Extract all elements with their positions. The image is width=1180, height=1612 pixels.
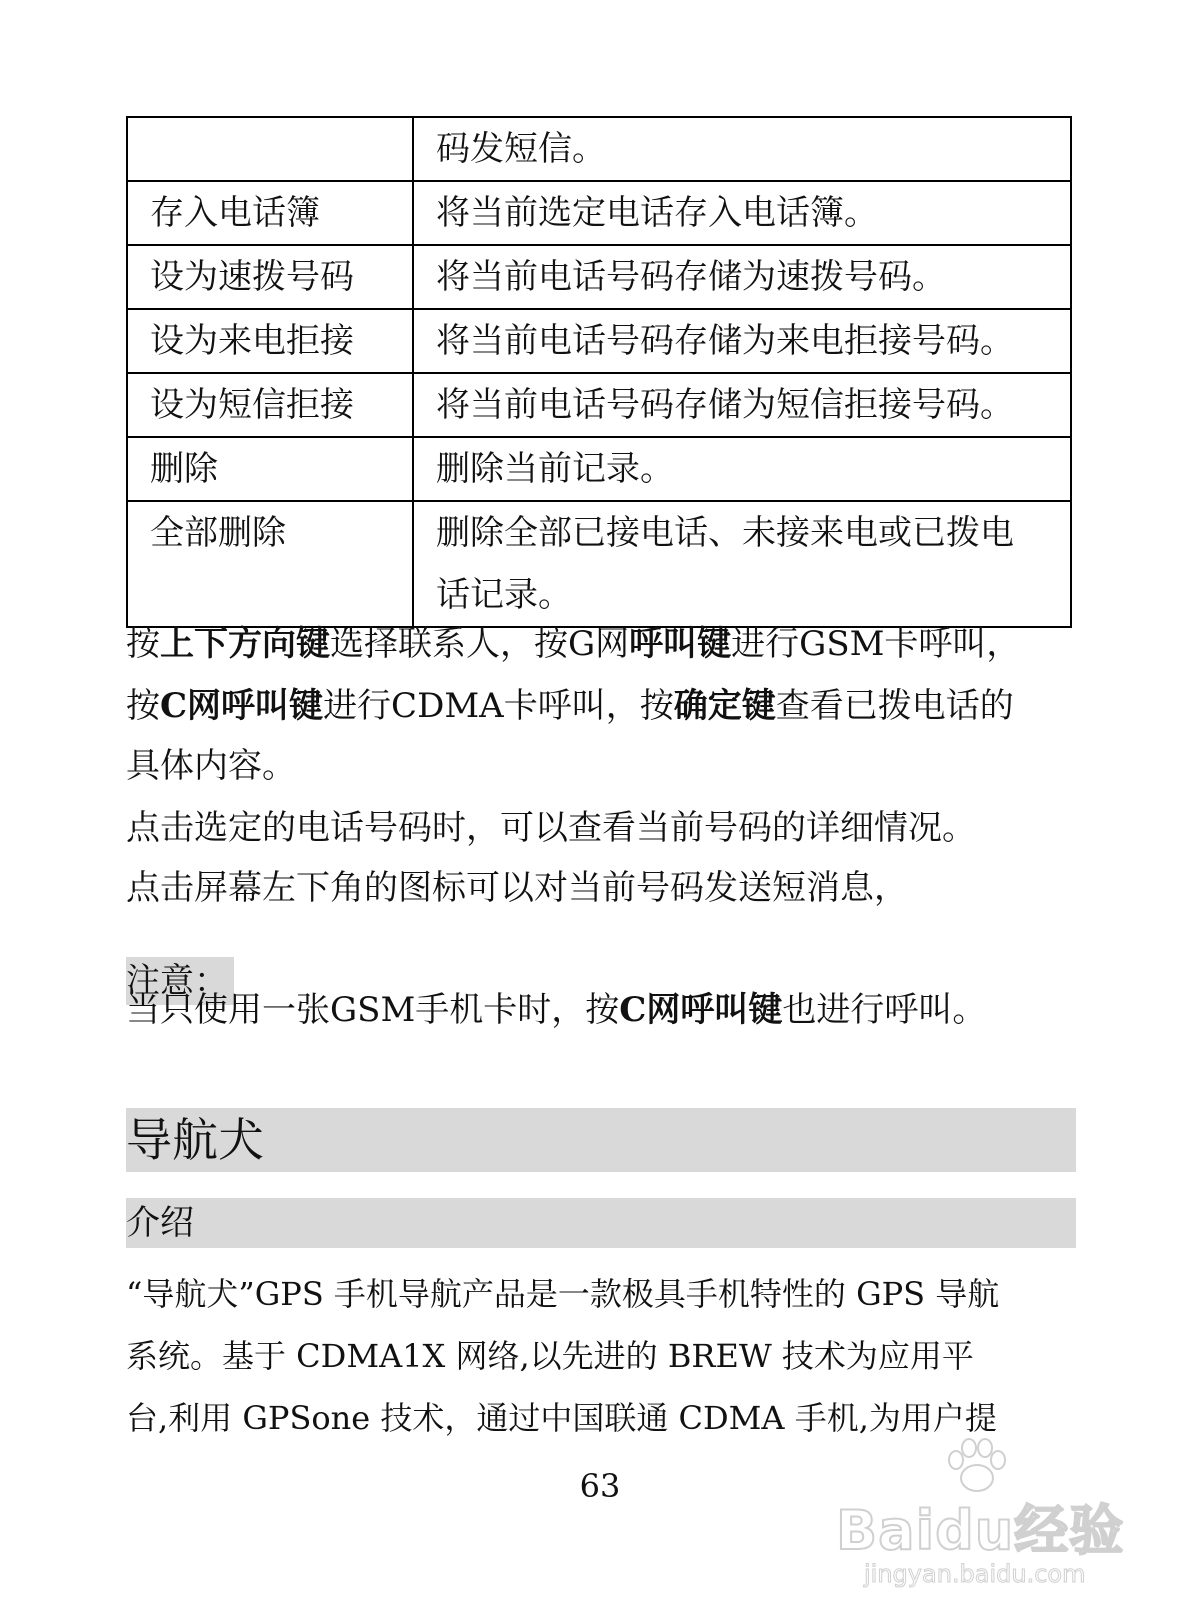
bold-key-name: C网呼叫键 — [619, 990, 783, 1030]
table-row — [127, 501, 1071, 627]
table-row — [127, 117, 1071, 181]
watermark-url: jingyan.baidu.com — [864, 1560, 1086, 1588]
paragraph-line: 点击选定的电话号码时，可以查看当前号码的详细情况。 — [126, 808, 976, 848]
paragraph-line: 台,利用 GPSone 技术，通过中国联通 CDMA 手机,为用户提 — [126, 1399, 997, 1437]
text-run: 进行CDMA卡呼叫，按 — [323, 686, 674, 726]
table-cell-line: 删除全部已接电话、未接来电或已拨电 — [436, 513, 1014, 553]
text-run: 进行GSM卡呼叫， — [731, 624, 1021, 664]
bold-key-name: C网呼叫键 — [160, 686, 324, 726]
table-cell-description — [413, 501, 1071, 627]
text-run: 当只使用一张GSM手机卡时，按 — [126, 990, 620, 1030]
text-run: 也进行呼叫。 — [782, 990, 987, 1030]
paw-icon — [942, 1436, 1012, 1496]
table-cell-description: 删除当前记录。 — [413, 437, 1071, 501]
table-cell-description: 将当前选定电话存入电话簿。 — [413, 181, 1071, 245]
table-cell-line: 话记录。 — [436, 575, 572, 615]
table-cell-option: 设为短信拒接 — [127, 373, 413, 437]
table-cell-description: 将当前电话号码存储为短信拒接号码。 — [413, 373, 1071, 437]
table-row — [127, 245, 1071, 309]
paragraph-line: 具体内容。 — [126, 746, 296, 786]
table-cell-description: 将当前电话号码存储为来电拒接号码。 — [413, 309, 1071, 373]
table-cell-description: 码发短信。 — [413, 117, 1071, 181]
paragraph-line — [126, 686, 1076, 726]
table-row — [127, 181, 1071, 245]
paragraph-line: 点击屏幕左下角的图标可以对当前号码发送短消息， — [126, 868, 908, 908]
text-run: 选择联系人，按G网 — [330, 624, 630, 664]
baidu-watermark — [836, 1436, 1126, 1606]
table-cell-option: 删除 — [127, 437, 413, 501]
table-cell-option: 存入电话簿 — [127, 181, 413, 245]
section-heading: 导航犬 — [126, 1108, 1076, 1172]
text-run: 查看已拨电话的 — [775, 686, 1014, 726]
paragraph-line — [126, 990, 1076, 1030]
paragraph-line — [126, 624, 1076, 664]
watermark-brand: Baidu经验 — [836, 1499, 1125, 1562]
menu-function-table — [126, 116, 1072, 628]
table-row — [127, 437, 1071, 501]
table-cell-description: 将当前电话号码存储为速拨号码。 — [413, 245, 1071, 309]
subsection-heading: 介绍 — [126, 1198, 1076, 1248]
table-row — [127, 373, 1071, 437]
text-run: 按 — [126, 624, 160, 664]
table-cell-option: 设为来电拒接 — [127, 309, 413, 373]
table-cell-option: 设为速拨号码 — [127, 245, 413, 309]
page-number: 63 — [579, 1467, 621, 1505]
note-label: 注意： — [126, 957, 234, 1005]
bold-key-name: 确定键 — [673, 686, 776, 726]
text-run: 按 — [126, 686, 160, 726]
bold-key-name: 上下方向键 — [160, 624, 330, 664]
table-cell-option: 全部删除 — [127, 501, 413, 627]
table-row — [127, 309, 1071, 373]
paragraph-line: “导航犬”GPS 手机导航产品是一款极具手机特性的 GPS 导航 — [126, 1275, 1000, 1313]
bold-key-name: 呼叫键 — [629, 624, 732, 664]
paragraph-line: 系统。基于 CDMA1X 网络,以先进的 BREW 技术为应用平 — [126, 1337, 974, 1375]
table-cell-option — [127, 117, 413, 181]
